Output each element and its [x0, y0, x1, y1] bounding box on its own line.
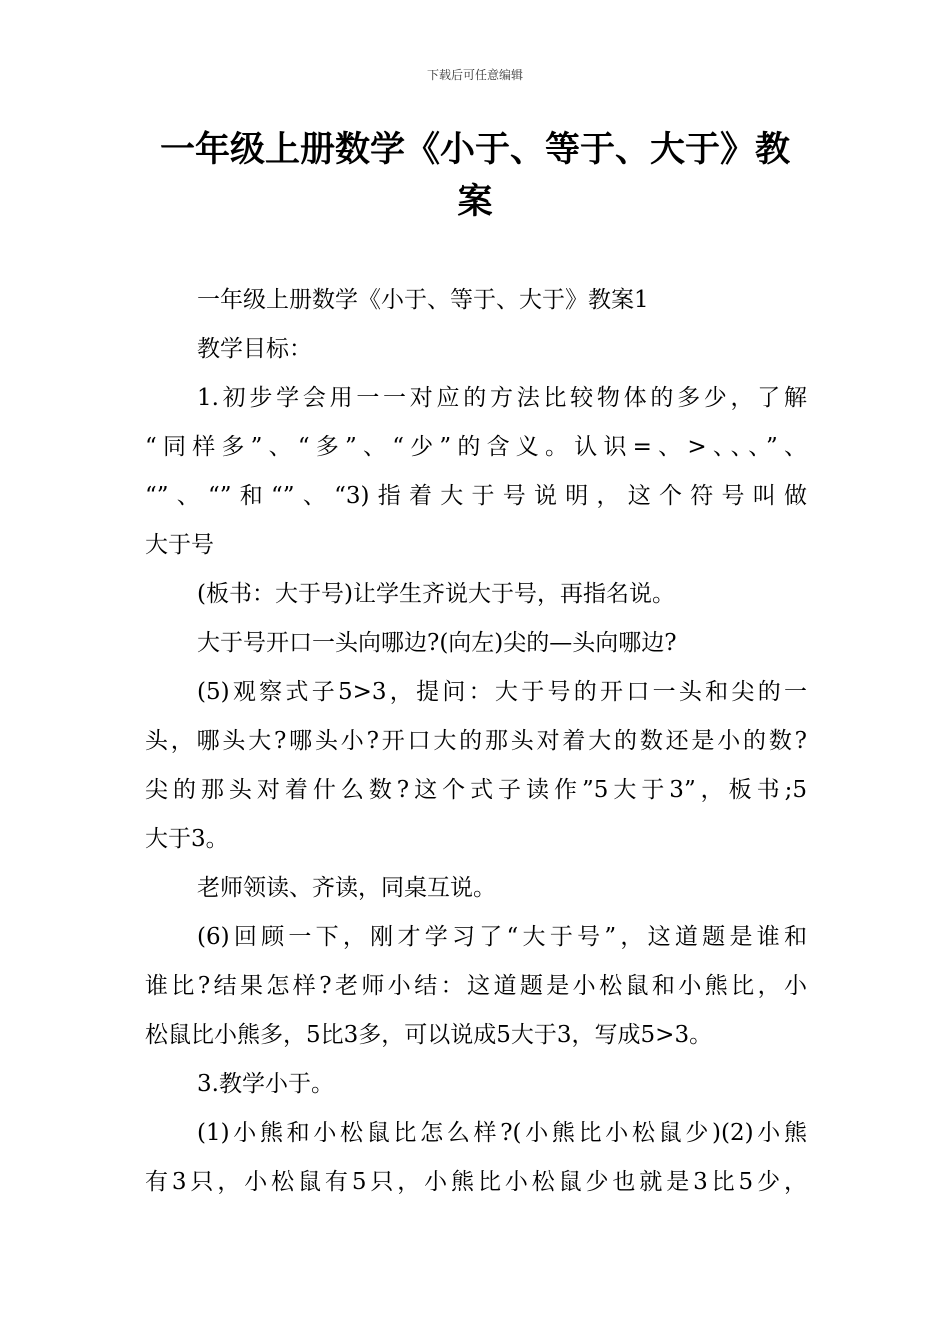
body-line: 大于号开口一头向哪边?(向左)尖的—头向哪边? [197, 630, 677, 656]
body-line: 有3只，小松鼠有5只，小熊比小松鼠少也就是3比5少， [145, 1169, 807, 1195]
body-line: 尖的那头对着什么数?这个式子读作”5大于3”，板书;5 [145, 777, 807, 803]
paragraph-subtitle: 一年级上册数学《小于、等于、大于》教案1 [197, 287, 649, 313]
body-line: 大于号 [145, 532, 214, 558]
document-title [140, 124, 810, 228]
body-line: (1)小熊和小松鼠比怎么样?(小熊比小松鼠少)(2)小熊 [197, 1120, 807, 1146]
body-line: (6)回顾一下，刚才学习了“大于号”，这道题是谁和 [197, 924, 807, 950]
section-heading-goals: 教学目标： [197, 336, 312, 362]
page-header-note: 下载后可任意编辑 [426, 68, 523, 82]
body-line: 老师领读、齐读，同桌互说。 [197, 875, 496, 901]
body-line: 松鼠比小熊多，5比3多，可以说成5大于3，写成5>3。 [145, 1022, 713, 1048]
section-heading-less-than: 3.教学小于。 [197, 1071, 334, 1097]
document-body [145, 276, 807, 1207]
body-line: “”、“”和“”、“3)指着大于号说明，这个符号叫做 [145, 483, 807, 509]
body-line: (5)观察式子5>3，提问：大于号的开口一头和尖的一 [197, 679, 807, 705]
body-line: “同样多”、“多”、“少”的含义。认识=、>、、、”、 [145, 434, 807, 460]
document-title-line-2: 案 [457, 182, 493, 222]
body-line: 头，哪头大?哪头小?开口大的那头对着大的数还是小的数? [145, 728, 807, 754]
document-title-line-1: 一年级上册数学《小于、等于、大于》教 [159, 130, 790, 170]
body-line: 大于3。 [145, 826, 229, 852]
body-line: (板书：大于号)让学生齐说大于号，再指名说。 [197, 581, 675, 607]
body-line: 谁比?结果怎样?老师小结：这道题是小松鼠和小熊比，小 [145, 973, 807, 999]
body-line: 1.初步学会用一一对应的方法比较物体的多少，了解 [197, 385, 807, 411]
